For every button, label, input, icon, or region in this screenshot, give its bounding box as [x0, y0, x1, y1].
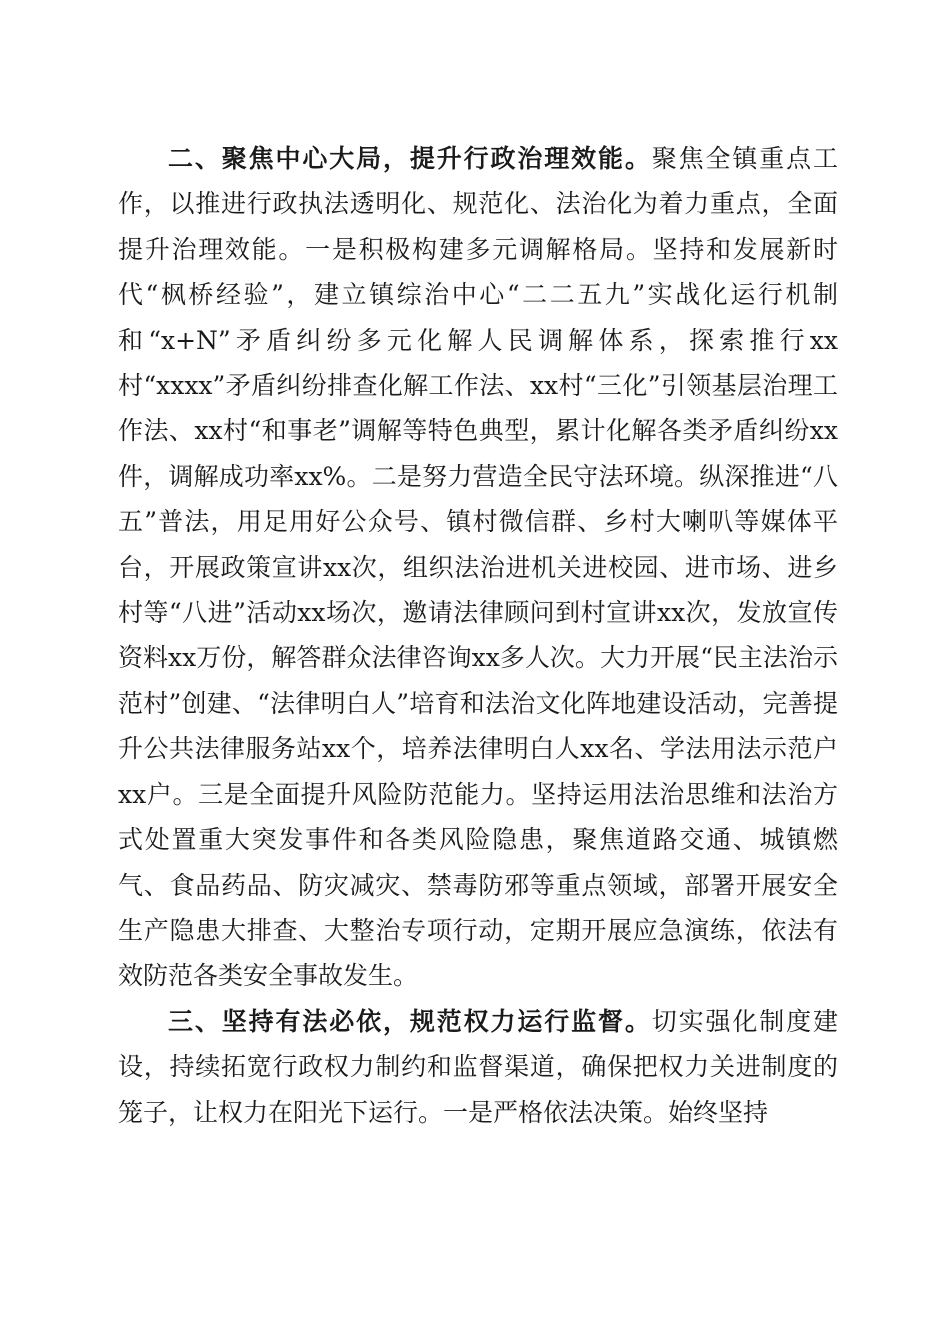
section-three-text: 切实强化制度建设，持续拓宽行政权力制约和监督渠道，确保把权力关进制度的笼子，让权力在阳光下运行。一是严格依法决策。始终坚持: [118, 1006, 838, 1127]
section-two-heading: 二、聚焦中心大局，提升行政治理效能。: [168, 144, 652, 173]
document-body: [118, 136, 838, 1135]
paragraph-section-three: [118, 999, 838, 1135]
section-two-text: 聚焦全镇重点工作，以推进行政执法透明化、规范化、法治化为着力重点，全面提升治理效能。一是积极构建多元调解格局。坚持和发展新时代“枫桥经验”，建立镇综治中心“二二五九”实战化运行机制和“x+N”矛盾纠纷多元化解人民调解体系，探索推行xx村“xxxx”矛盾纠纷排查化解工作法、xx村“三化”引领基层治理工作法、xx村“和事老”调解等特色典型，累计化解各类矛盾纠纷xx件，调解成功率xx%。二是努力营造全民守法环境。纵深推进“八五”普法，用足用好公众号、镇村微信群、乡村大喇叭等媒体平台，开展政策宣讲xx次，组织法治进机关进校园、进市场、进乡村等“八进”活动xx场次，邀请法律顾问到村宣讲xx次，发放宣传资料xx万份，解答群众法律咨询xx多人次。大力开展“民主法治示范村”创建、“法律明白人”培育和法治文化阵地建设活动，完善提升公共法律服务站xx个，培养法律明白人xx名、学法用法示范户xx户。三是全面提升风险防范能力。坚持运用法治思维和法治方式处置重大突发事件和各类风险隐患，聚焦道路交通、城镇燃气、食品药品、防灾减灾、禁毒防邪等重点领域，部署开展安全生产隐患大排查、大整治专项行动，定期开展应急演练，依法有效防范各类安全事故发生。: [118, 144, 838, 991]
section-three-heading: 三、坚持有法必依，规范权力运行监督。: [168, 1006, 652, 1036]
paragraph-section-two: [118, 136, 838, 999]
